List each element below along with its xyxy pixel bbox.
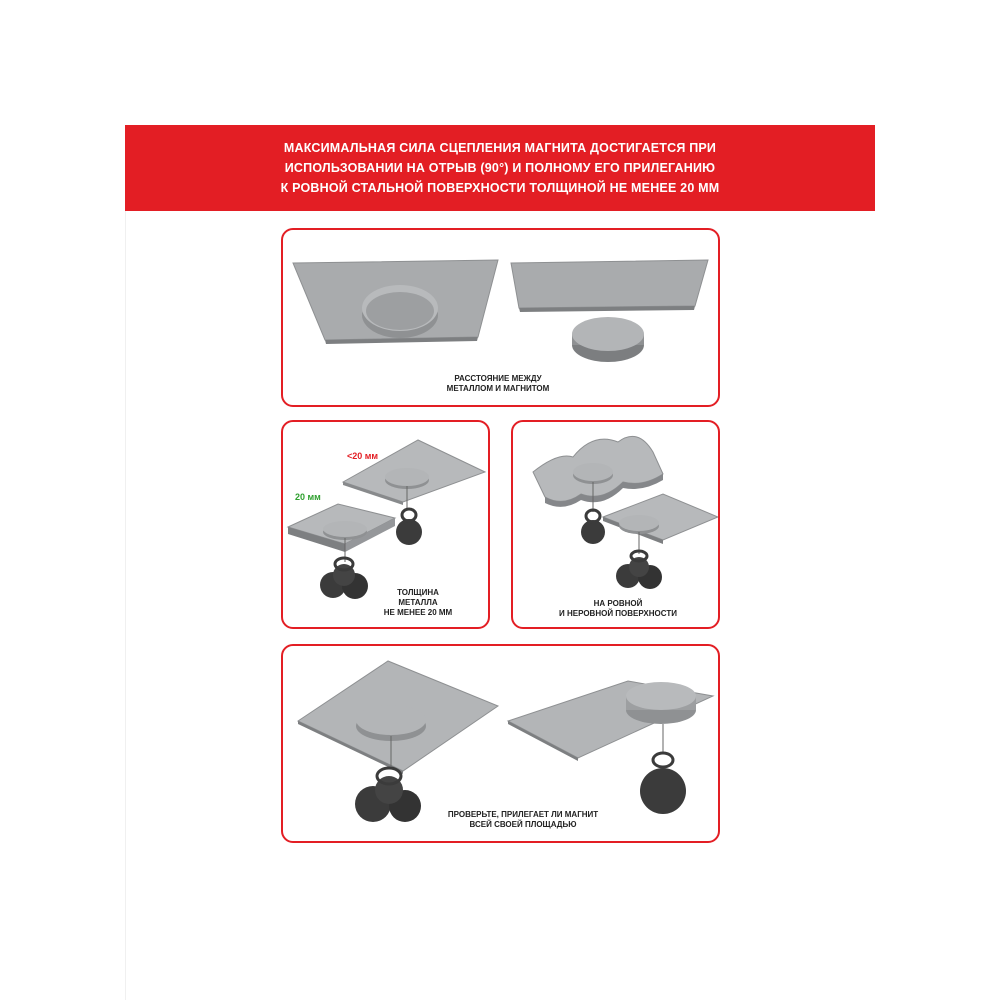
surface-caption-line-2: И НЕРОВНОЙ ПОВЕРХНОСТИ xyxy=(559,609,677,618)
distance-caption xyxy=(438,374,558,394)
contact-caption-line-2: ВСЕЙ СВОЕЙ ПЛОЩАДЬЮ xyxy=(469,820,577,829)
flat-steel-plate xyxy=(603,494,718,540)
kettlebell-weight xyxy=(396,519,422,545)
label-good-thickness: 20 мм xyxy=(295,492,321,502)
panel-distance xyxy=(281,228,720,407)
surface-caption xyxy=(543,599,693,619)
thickness-caption-line-1: ТОЛЩИНА xyxy=(397,588,439,597)
header-banner xyxy=(125,125,875,211)
steel-plate xyxy=(511,260,708,308)
surface-illustration xyxy=(513,422,718,627)
banner-line-3: К РОВНОЙ СТАЛЬНОЙ ПОВЕРХНОСТИ ТОЛЩИНОЙ НЕ МЕНЕЕ 20 ММ xyxy=(280,181,720,195)
thickness-caption-line-2: МЕТАЛЛА xyxy=(398,598,438,607)
panel-thickness xyxy=(281,420,490,629)
kettlebell-weight xyxy=(640,768,686,814)
kettlebell-weight xyxy=(581,520,605,544)
thickness-caption xyxy=(378,588,458,618)
banner-line-2: ИСПОЛЬЗОВАНИИ НА ОТРЫВ (90°) И ПОЛНОМУ ЕГО ПРИЛЕГАНИЮ xyxy=(284,161,716,175)
banner-line-1: МАКСИМАЛЬНАЯ СИЛА СЦЕПЛЕНИЯ МАГНИТА ДОСТИГАЕТСЯ ПРИ xyxy=(283,141,717,155)
distance-caption-line-1: РАССТОЯНИЕ МЕЖДУ xyxy=(454,374,542,383)
thickness-caption-line-3: НЕ МЕНЕЕ 20 ММ xyxy=(383,608,453,617)
banner-text xyxy=(270,138,730,198)
panel-surface xyxy=(511,420,720,629)
panel-contact xyxy=(281,644,720,843)
surface-caption-line-1: НА РОВНОЙ xyxy=(593,599,643,608)
contact-caption xyxy=(443,810,603,830)
distance-caption-line-2: МЕТАЛЛОМ И МАГНИТОМ xyxy=(446,384,550,393)
label-bad-thickness: <20 мм xyxy=(347,451,379,461)
contact-caption-line-1: ПРОВЕРЬТЕ, ПРИЛЕГАЕТ ЛИ МАГНИТ xyxy=(447,810,599,819)
